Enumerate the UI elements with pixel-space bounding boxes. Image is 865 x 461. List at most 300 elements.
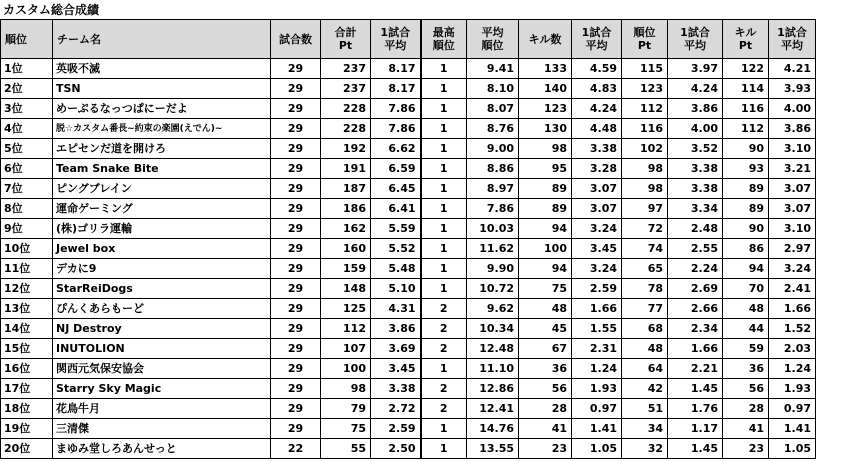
cell-avg-rank: 9.90	[467, 259, 519, 279]
cell-best-rank: 1	[421, 199, 467, 219]
table-row	[1, 439, 816, 459]
header-kill-pt-line1: キル	[734, 26, 757, 39]
cell-avg-kill-pt: 2.03	[769, 339, 816, 359]
cell-avg-rank: 8.97	[467, 179, 519, 199]
cell-rank-pt: 64	[622, 359, 668, 379]
cell-team: INUTOLION	[53, 339, 271, 359]
cell-rank-pt: 51	[622, 399, 668, 419]
cell-avg-kills: 1.66	[572, 299, 622, 319]
cell-team: まゆみ堂しろあんせっと	[53, 439, 271, 459]
cell-rank-pt: 97	[622, 199, 668, 219]
header-kill-pt-line2: Pt	[738, 39, 753, 52]
header-avg-kills-line1: 1試合	[581, 26, 612, 39]
cell-matches: 29	[271, 159, 321, 179]
cell-rank: 9位	[1, 219, 53, 239]
cell-avg-rank-pt: 3.38	[668, 159, 723, 179]
cell-total-pt: 187	[321, 179, 371, 199]
cell-avg-kills: 4.59	[572, 59, 622, 79]
cell-total-pt: 55	[321, 439, 371, 459]
cell-avg-rank-pt: 1.45	[668, 439, 723, 459]
cell-rank-pt: 98	[622, 159, 668, 179]
header-avg-rank-pt-line2: 平均	[684, 39, 706, 52]
cell-total-pt: 191	[321, 159, 371, 179]
cell-avg-kills: 2.59	[572, 279, 622, 299]
cell-avg-kills: 4.48	[572, 119, 622, 139]
cell-rank-pt: 72	[622, 219, 668, 239]
cell-team: ピングブレイン	[53, 179, 271, 199]
cell-rank: 16位	[1, 359, 53, 379]
cell-avg-kills: 1.93	[572, 379, 622, 399]
cell-avg-kill-pt: 3.21	[769, 159, 816, 179]
cell-avg-rank: 9.41	[467, 59, 519, 79]
cell-avg-rank: 9.00	[467, 139, 519, 159]
cell-kill-pt: 86	[723, 239, 769, 259]
cell-best-rank: 1	[421, 59, 467, 79]
cell-avg-kill-pt: 3.10	[769, 139, 816, 159]
cell-best-rank: 1	[421, 239, 467, 259]
cell-avg-rank-pt: 3.38	[668, 179, 723, 199]
cell-avg-rank-pt: 1.45	[668, 379, 723, 399]
cell-rank: 1位	[1, 59, 53, 79]
cell-matches: 29	[271, 79, 321, 99]
cell-avg-pt: 7.86	[371, 99, 421, 119]
cell-total-pt: 107	[321, 339, 371, 359]
cell-rank-pt: 65	[622, 259, 668, 279]
cell-kill-pt: 94	[723, 259, 769, 279]
cell-kill-pt: 23	[723, 439, 769, 459]
cell-rank-pt: 115	[622, 59, 668, 79]
cell-avg-pt: 3.86	[371, 319, 421, 339]
cell-kill-pt: 59	[723, 339, 769, 359]
cell-kills: 48	[519, 299, 572, 319]
cell-team: 関西元気保安協会	[53, 359, 271, 379]
cell-avg-rank: 8.07	[467, 99, 519, 119]
cell-total-pt: 98	[321, 379, 371, 399]
header-avg-rank-pt-line1: 1試合	[680, 26, 710, 39]
cell-avg-pt: 6.59	[371, 159, 421, 179]
cell-kills: 28	[519, 399, 572, 419]
cell-rank: 20位	[1, 439, 53, 459]
cell-best-rank: 2	[421, 399, 467, 419]
cell-rank: 4位	[1, 119, 53, 139]
cell-rank-pt: 102	[622, 139, 668, 159]
cell-kill-pt: 90	[723, 139, 769, 159]
cell-matches: 29	[271, 319, 321, 339]
cell-avg-rank-pt: 2.69	[668, 279, 723, 299]
cell-matches: 29	[271, 379, 321, 399]
cell-team: Starry Sky Magic	[53, 379, 271, 399]
cell-avg-rank-pt: 4.00	[668, 119, 723, 139]
cell-matches: 29	[271, 199, 321, 219]
cell-matches: 29	[271, 219, 321, 239]
cell-avg-pt: 6.41	[371, 199, 421, 219]
cell-rank: 11位	[1, 259, 53, 279]
cell-matches: 29	[271, 59, 321, 79]
cell-kills: 89	[519, 179, 572, 199]
standings-table	[0, 19, 816, 459]
header-avg-pt-line2: 平均	[384, 39, 407, 52]
cell-kill-pt: 44	[723, 319, 769, 339]
cell-rank: 5位	[1, 139, 53, 159]
cell-team: NJ Destroy	[53, 319, 271, 339]
header-kill-pt	[723, 20, 769, 59]
cell-avg-kills: 3.24	[572, 259, 622, 279]
cell-avg-pt: 3.69	[371, 339, 421, 359]
cell-avg-kill-pt: 3.10	[769, 219, 816, 239]
cell-total-pt: 237	[321, 79, 371, 99]
cell-avg-pt: 2.59	[371, 419, 421, 439]
cell-rank: 7位	[1, 179, 53, 199]
cell-avg-kill-pt: 2.97	[769, 239, 816, 259]
cell-avg-rank: 12.48	[467, 339, 519, 359]
table-body	[1, 59, 816, 459]
cell-total-pt: 79	[321, 399, 371, 419]
cell-kill-pt: 36	[723, 359, 769, 379]
cell-total-pt: 100	[321, 359, 371, 379]
table-row	[1, 159, 816, 179]
cell-avg-rank-pt: 3.52	[668, 139, 723, 159]
header-row	[1, 20, 816, 59]
cell-total-pt: 228	[321, 99, 371, 119]
cell-kills: 133	[519, 59, 572, 79]
cell-matches: 29	[271, 119, 321, 139]
cell-matches: 29	[271, 139, 321, 159]
cell-rank-pt: 48	[622, 339, 668, 359]
cell-best-rank: 2	[421, 299, 467, 319]
cell-avg-rank-pt: 3.34	[668, 199, 723, 219]
cell-avg-kills: 4.24	[572, 99, 622, 119]
cell-kill-pt: 56	[723, 379, 769, 399]
cell-avg-kills: 3.28	[572, 159, 622, 179]
header-avg-kill-pt	[769, 20, 816, 59]
table-row	[1, 359, 816, 379]
cell-rank-pt: 34	[622, 419, 668, 439]
cell-avg-kill-pt: 1.41	[769, 419, 816, 439]
sheet-title: カスタム総合成績	[3, 3, 100, 17]
cell-avg-rank-pt: 2.66	[668, 299, 723, 319]
table-row	[1, 339, 816, 359]
cell-rank-pt: 77	[622, 299, 668, 319]
cell-rank: 19位	[1, 419, 53, 439]
cell-avg-rank-pt: 2.24	[668, 259, 723, 279]
cell-avg-pt: 8.17	[371, 79, 421, 99]
cell-avg-pt: 5.10	[371, 279, 421, 299]
cell-kills: 95	[519, 159, 572, 179]
table-row	[1, 279, 816, 299]
cell-team: TSN	[53, 79, 271, 99]
cell-kill-pt: 89	[723, 179, 769, 199]
cell-best-rank: 1	[421, 359, 467, 379]
cell-avg-kills: 1.41	[572, 419, 622, 439]
table-row	[1, 419, 816, 439]
cell-best-rank: 1	[421, 279, 467, 299]
table-row	[1, 179, 816, 199]
cell-team: 脱☆カスタム番長~約束の楽園(えでん)~	[53, 119, 271, 139]
table-row	[1, 239, 816, 259]
cell-avg-rank: 8.10	[467, 79, 519, 99]
cell-total-pt: 112	[321, 319, 371, 339]
cell-avg-kill-pt: 0.97	[769, 399, 816, 419]
cell-avg-kills: 1.24	[572, 359, 622, 379]
cell-avg-rank: 12.41	[467, 399, 519, 419]
cell-matches: 29	[271, 359, 321, 379]
header-kills: キル数	[519, 20, 572, 59]
header-total-pt-line2: Pt	[338, 39, 353, 52]
cell-avg-kill-pt: 1.66	[769, 299, 816, 319]
cell-avg-rank: 8.86	[467, 159, 519, 179]
cell-best-rank: 1	[421, 439, 467, 459]
cell-rank-pt: 116	[622, 119, 668, 139]
header-total-pt	[321, 20, 371, 59]
cell-avg-rank-pt: 4.24	[668, 79, 723, 99]
cell-avg-kill-pt: 1.05	[769, 439, 816, 459]
cell-rank: 13位	[1, 299, 53, 319]
cell-total-pt: 75	[321, 419, 371, 439]
cell-avg-rank-pt: 1.76	[668, 399, 723, 419]
cell-avg-pt: 3.38	[371, 379, 421, 399]
cell-avg-pt: 2.50	[371, 439, 421, 459]
cell-kills: 36	[519, 359, 572, 379]
cell-rank-pt: 68	[622, 319, 668, 339]
table-row	[1, 379, 816, 399]
cell-team: StarReiDogs	[53, 279, 271, 299]
cell-best-rank: 1	[421, 119, 467, 139]
cell-avg-pt: 7.86	[371, 119, 421, 139]
header-avg-kills	[572, 20, 622, 59]
header-total-pt-line1: 合計	[334, 26, 357, 39]
cell-total-pt: 159	[321, 259, 371, 279]
cell-avg-rank: 9.62	[467, 299, 519, 319]
cell-best-rank: 1	[421, 99, 467, 119]
cell-kill-pt: 90	[723, 219, 769, 239]
cell-total-pt: 186	[321, 199, 371, 219]
cell-avg-kill-pt: 3.93	[769, 79, 816, 99]
cell-kill-pt: 114	[723, 79, 769, 99]
cell-best-rank: 2	[421, 379, 467, 399]
table-row	[1, 399, 816, 419]
cell-avg-rank: 11.62	[467, 239, 519, 259]
cell-avg-rank-pt: 2.21	[668, 359, 723, 379]
cell-avg-kills: 1.05	[572, 439, 622, 459]
cell-rank-pt: 74	[622, 239, 668, 259]
cell-avg-kill-pt: 3.07	[769, 179, 816, 199]
cell-avg-pt: 4.31	[371, 299, 421, 319]
cell-avg-rank-pt: 2.34	[668, 319, 723, 339]
cell-rank: 14位	[1, 319, 53, 339]
cell-kills: 130	[519, 119, 572, 139]
cell-avg-rank-pt: 2.55	[668, 239, 723, 259]
header-rank-pt	[622, 20, 668, 59]
cell-kill-pt: 89	[723, 199, 769, 219]
cell-matches: 29	[271, 279, 321, 299]
cell-team: Team Snake Bite	[53, 159, 271, 179]
cell-matches: 22	[271, 439, 321, 459]
cell-kill-pt: 28	[723, 399, 769, 419]
cell-rank-pt: 98	[622, 179, 668, 199]
table-row	[1, 99, 816, 119]
cell-best-rank: 2	[421, 319, 467, 339]
cell-kills: 23	[519, 439, 572, 459]
header-avg-rank-line2: 順位	[481, 39, 504, 52]
cell-matches: 29	[271, 259, 321, 279]
table-row	[1, 139, 816, 159]
cell-team: (株)ゴリラ運輸	[53, 219, 271, 239]
cell-avg-kill-pt: 3.86	[769, 119, 816, 139]
cell-avg-pt: 5.52	[371, 239, 421, 259]
cell-avg-kill-pt: 1.24	[769, 359, 816, 379]
cell-avg-kills: 3.45	[572, 239, 622, 259]
cell-rank: 18位	[1, 399, 53, 419]
table-row	[1, 259, 816, 279]
cell-matches: 29	[271, 299, 321, 319]
header-avg-pt	[371, 20, 421, 59]
cell-kills: 67	[519, 339, 572, 359]
cell-kill-pt: 70	[723, 279, 769, 299]
cell-avg-kill-pt: 4.00	[769, 99, 816, 119]
cell-rank: 2位	[1, 79, 53, 99]
cell-avg-rank: 10.34	[467, 319, 519, 339]
cell-avg-rank: 12.86	[467, 379, 519, 399]
cell-avg-pt: 3.45	[371, 359, 421, 379]
cell-kills: 94	[519, 219, 572, 239]
cell-avg-rank: 11.10	[467, 359, 519, 379]
cell-rank-pt: 42	[622, 379, 668, 399]
cell-matches: 29	[271, 239, 321, 259]
cell-avg-kills: 2.31	[572, 339, 622, 359]
cell-kills: 45	[519, 319, 572, 339]
table-row	[1, 319, 816, 339]
cell-rank: 3位	[1, 99, 53, 119]
cell-avg-kill-pt: 3.07	[769, 199, 816, 219]
cell-matches: 29	[271, 399, 321, 419]
cell-avg-rank: 7.86	[467, 199, 519, 219]
cell-avg-rank-pt: 1.66	[668, 339, 723, 359]
cell-total-pt: 148	[321, 279, 371, 299]
cell-kills: 56	[519, 379, 572, 399]
cell-best-rank: 1	[421, 179, 467, 199]
cell-avg-rank-pt: 3.97	[668, 59, 723, 79]
cell-avg-kills: 3.07	[572, 179, 622, 199]
header-avg-rank-pt	[668, 20, 723, 59]
cell-rank: 12位	[1, 279, 53, 299]
cell-avg-rank-pt: 2.48	[668, 219, 723, 239]
cell-avg-kill-pt: 2.41	[769, 279, 816, 299]
cell-total-pt: 237	[321, 59, 371, 79]
cell-kills: 41	[519, 419, 572, 439]
cell-avg-rank: 8.76	[467, 119, 519, 139]
cell-matches: 29	[271, 179, 321, 199]
cell-kill-pt: 112	[723, 119, 769, 139]
cell-best-rank: 2	[421, 339, 467, 359]
header-avg-rank	[467, 20, 519, 59]
cell-team: デカに9	[53, 259, 271, 279]
header-avg-kills-line2: 平均	[585, 39, 608, 52]
cell-best-rank: 1	[421, 139, 467, 159]
cell-best-rank: 1	[421, 159, 467, 179]
cell-avg-kills: 3.07	[572, 199, 622, 219]
cell-rank-pt: 112	[622, 99, 668, 119]
cell-rank: 8位	[1, 199, 53, 219]
cell-avg-kills: 3.38	[572, 139, 622, 159]
cell-kills: 140	[519, 79, 572, 99]
cell-best-rank: 1	[421, 419, 467, 439]
cell-rank: 6位	[1, 159, 53, 179]
cell-best-rank: 1	[421, 79, 467, 99]
header-best-rank-line1: 最高	[432, 26, 455, 39]
cell-kill-pt: 116	[723, 99, 769, 119]
cell-avg-rank-pt: 3.86	[668, 99, 723, 119]
cell-avg-kill-pt: 4.21	[769, 59, 816, 79]
header-rank-pt-line1: 順位	[633, 26, 656, 39]
cell-matches: 29	[271, 99, 321, 119]
cell-avg-kills: 1.55	[572, 319, 622, 339]
cell-avg-pt: 2.72	[371, 399, 421, 419]
cell-avg-rank: 10.72	[467, 279, 519, 299]
cell-avg-pt: 5.59	[371, 219, 421, 239]
cell-total-pt: 162	[321, 219, 371, 239]
cell-rank-pt: 78	[622, 279, 668, 299]
cell-kills: 94	[519, 259, 572, 279]
cell-team: 花鳥牛月	[53, 399, 271, 419]
cell-avg-rank: 10.03	[467, 219, 519, 239]
cell-team: ぴんくあらもーど	[53, 299, 271, 319]
table-row	[1, 119, 816, 139]
cell-team: 三清傑	[53, 419, 271, 439]
cell-avg-rank-pt: 1.17	[668, 419, 723, 439]
header-avg-rank-line1: 平均	[481, 26, 504, 39]
cell-team: めーぷるなっつぱにーだよ	[53, 99, 271, 119]
cell-team: 運命ゲーミング	[53, 199, 271, 219]
cell-matches: 29	[271, 419, 321, 439]
cell-rank-pt: 123	[622, 79, 668, 99]
cell-team: エピセンだ道を開けろ	[53, 139, 271, 159]
header-avg-kill-pt-line2: 平均	[781, 39, 803, 52]
cell-avg-kill-pt: 1.52	[769, 319, 816, 339]
cell-avg-kill-pt: 3.24	[769, 259, 816, 279]
cell-avg-pt: 8.17	[371, 59, 421, 79]
cell-total-pt: 160	[321, 239, 371, 259]
table-row	[1, 219, 816, 239]
cell-rank: 10位	[1, 239, 53, 259]
cell-kill-pt: 41	[723, 419, 769, 439]
cell-kills: 75	[519, 279, 572, 299]
cell-kill-pt: 122	[723, 59, 769, 79]
header-matches: 試合数	[271, 20, 321, 59]
cell-avg-kills: 0.97	[572, 399, 622, 419]
cell-rank: 15位	[1, 339, 53, 359]
cell-kills: 123	[519, 99, 572, 119]
header-avg-kill-pt-line1: 1試合	[777, 26, 807, 39]
cell-avg-kill-pt: 1.93	[769, 379, 816, 399]
cell-avg-pt: 5.48	[371, 259, 421, 279]
cell-avg-pt: 6.62	[371, 139, 421, 159]
cell-kills: 100	[519, 239, 572, 259]
cell-best-rank: 1	[421, 259, 467, 279]
cell-avg-kills: 3.24	[572, 219, 622, 239]
cell-total-pt: 125	[321, 299, 371, 319]
cell-matches: 29	[271, 339, 321, 359]
header-rank-pt-line2: Pt	[637, 39, 652, 52]
table-row	[1, 299, 816, 319]
cell-avg-pt: 6.45	[371, 179, 421, 199]
cell-rank: 17位	[1, 379, 53, 399]
cell-kills: 89	[519, 199, 572, 219]
table-row	[1, 199, 816, 219]
cell-team: Jewel box	[53, 239, 271, 259]
cell-best-rank: 1	[421, 219, 467, 239]
header-avg-pt-line1: 1試合	[380, 26, 411, 39]
header-rank: 順位	[1, 20, 53, 59]
